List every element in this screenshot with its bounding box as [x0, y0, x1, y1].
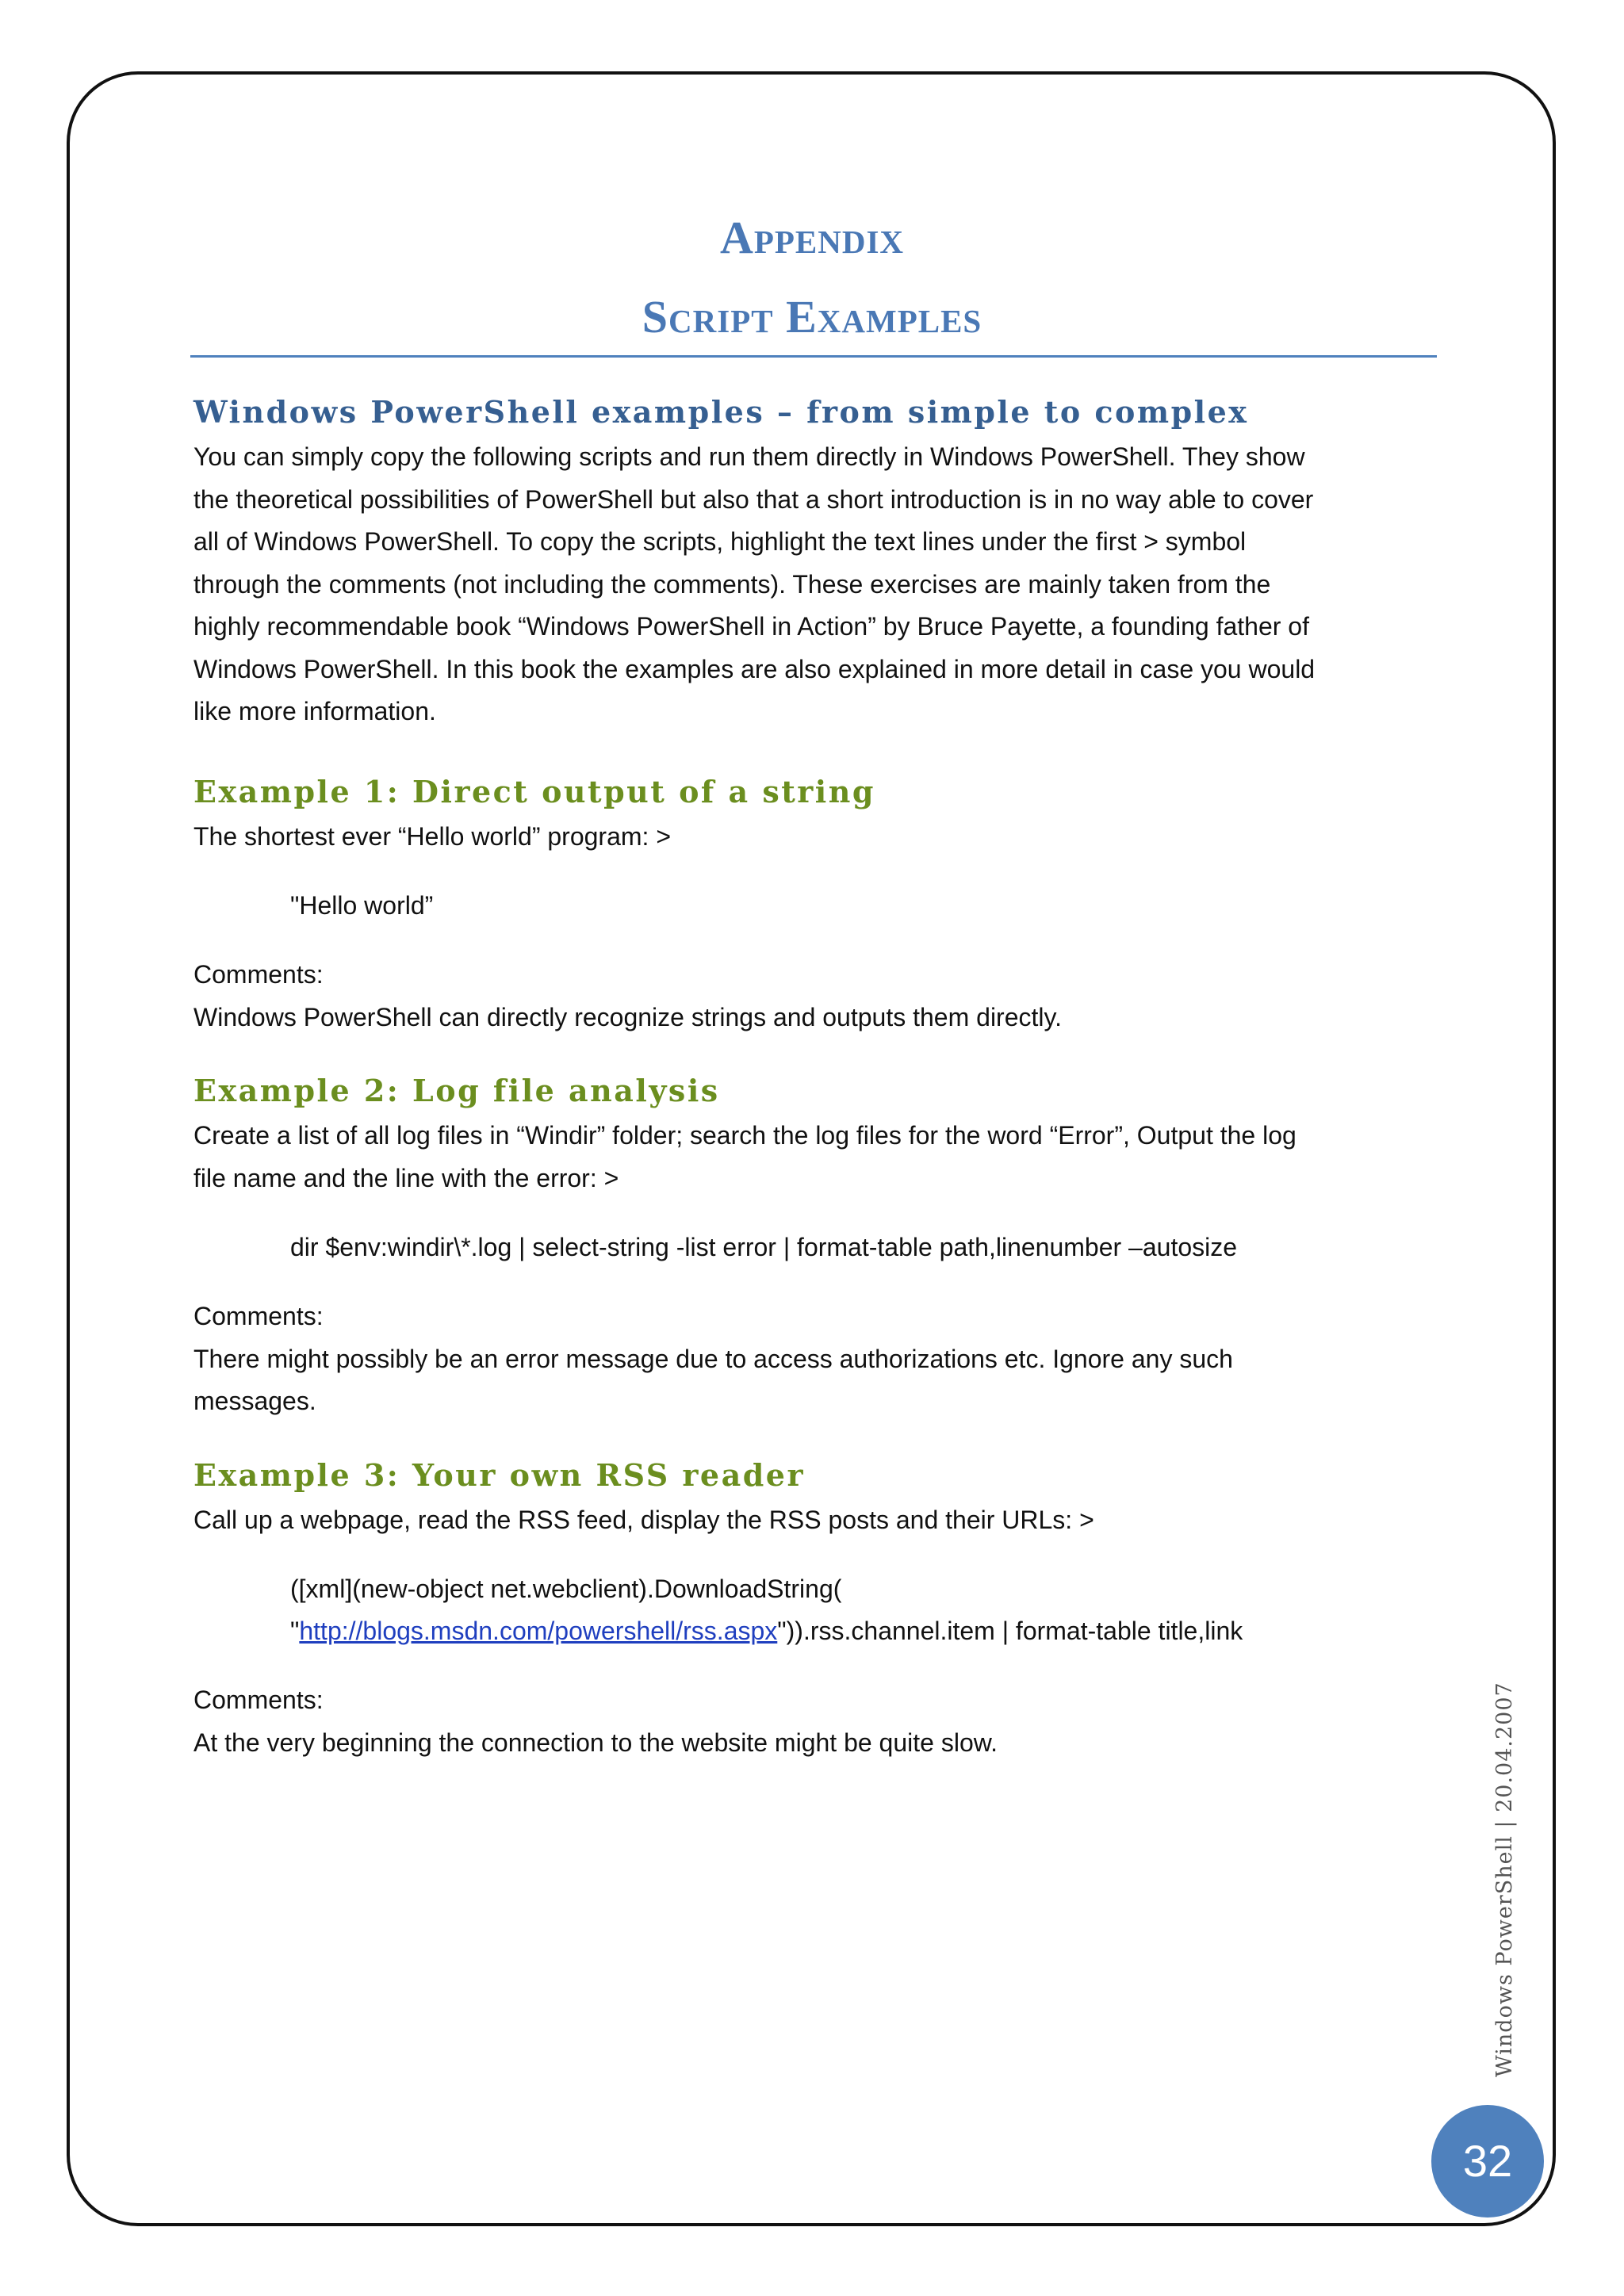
- intro-line: You can simply copy the following scripts and run them directly in Windows PowerShell. They show: [193, 442, 1305, 471]
- example2-comment-line: messages.: [193, 1387, 316, 1415]
- example3-comment: At the very beginning the connection to the website might be quite slow.: [193, 1728, 998, 1757]
- example1-description: The shortest ever “Hello world” program: >: [193, 821, 671, 851]
- example2-description-line: Create a list of all log files in “Windir” folder; search the log files for the word “Error”, Output the log: [193, 1121, 1297, 1150]
- main-content: [193, 388, 1438, 1764]
- example1-comments-label: Comments:: [193, 960, 324, 989]
- example2-heading: Example 2: Log file analysis: [193, 1073, 720, 1108]
- title-line-appendix: Appendix: [719, 212, 905, 263]
- intro-line: through the comments (not including the comments). These exercises are mainly taken from the: [193, 569, 1271, 599]
- intro-line: like more information.: [193, 697, 436, 725]
- page-title: [0, 198, 1624, 357]
- example3-comments-label: Comments:: [193, 1686, 324, 1714]
- example3-description: Call up a webpage, read the RSS feed, display the RSS posts and their URLs: >: [193, 1505, 1094, 1534]
- example2-code: dir $env:windir\*.log | select-string -list error | format-table path,linenumber –autosize: [290, 1233, 1238, 1261]
- title-line-script-examples: Script Examples: [642, 291, 982, 342]
- code-quote: ": [290, 1617, 300, 1645]
- title-divider: [190, 355, 1437, 358]
- intro-line: highly recommendable book “Windows PowerShell in Action” by Bruce Payette, a founding father of: [193, 612, 1309, 641]
- rss-feed-link[interactable]: http://blogs.msdn.com/powershell/rss.aspx: [299, 1617, 778, 1645]
- example1-code: "Hello world”: [290, 891, 434, 920]
- intro-heading: Windows PowerShell examples – from simple to complex: [193, 394, 1249, 430]
- example2-comment-line: There might possibly be an error message due to access authorizations etc. Ignore any such: [193, 1344, 1233, 1373]
- example1-heading: Example 1: Direct output of a string: [193, 773, 875, 809]
- intro-line: Windows PowerShell. In this book the examples are also explained in more detail in case you would: [193, 654, 1316, 683]
- example1-comment: Windows PowerShell can directly recognize strings and outputs them directly.: [193, 1002, 1063, 1031]
- footer-side-text: Windows PowerShell | 20.04.2007: [1492, 1682, 1517, 2077]
- intro-line: the theoretical possibilities of PowerShell but also that a short introduction is in no way able to cover: [193, 484, 1314, 514]
- code-suffix: ")).rss.channel.item | format-table title,link: [777, 1617, 1243, 1645]
- page-number-badge: 32: [1431, 2105, 1544, 2218]
- example3-code-line: ([xml](new-object net.webclient).DownloadString(: [290, 1575, 842, 1603]
- example2-description-line: file name and the line with the error: >: [193, 1163, 619, 1192]
- intro-paragraph: [193, 436, 1438, 733]
- example3-heading: Example 3: Your own RSS reader: [193, 1456, 805, 1493]
- intro-line: all of Windows PowerShell. To copy the scripts, highlight the text lines under the first > symbol: [193, 527, 1247, 556]
- example3-code-line: [193, 1610, 1438, 1652]
- example2-comments-label: Comments:: [193, 1302, 324, 1330]
